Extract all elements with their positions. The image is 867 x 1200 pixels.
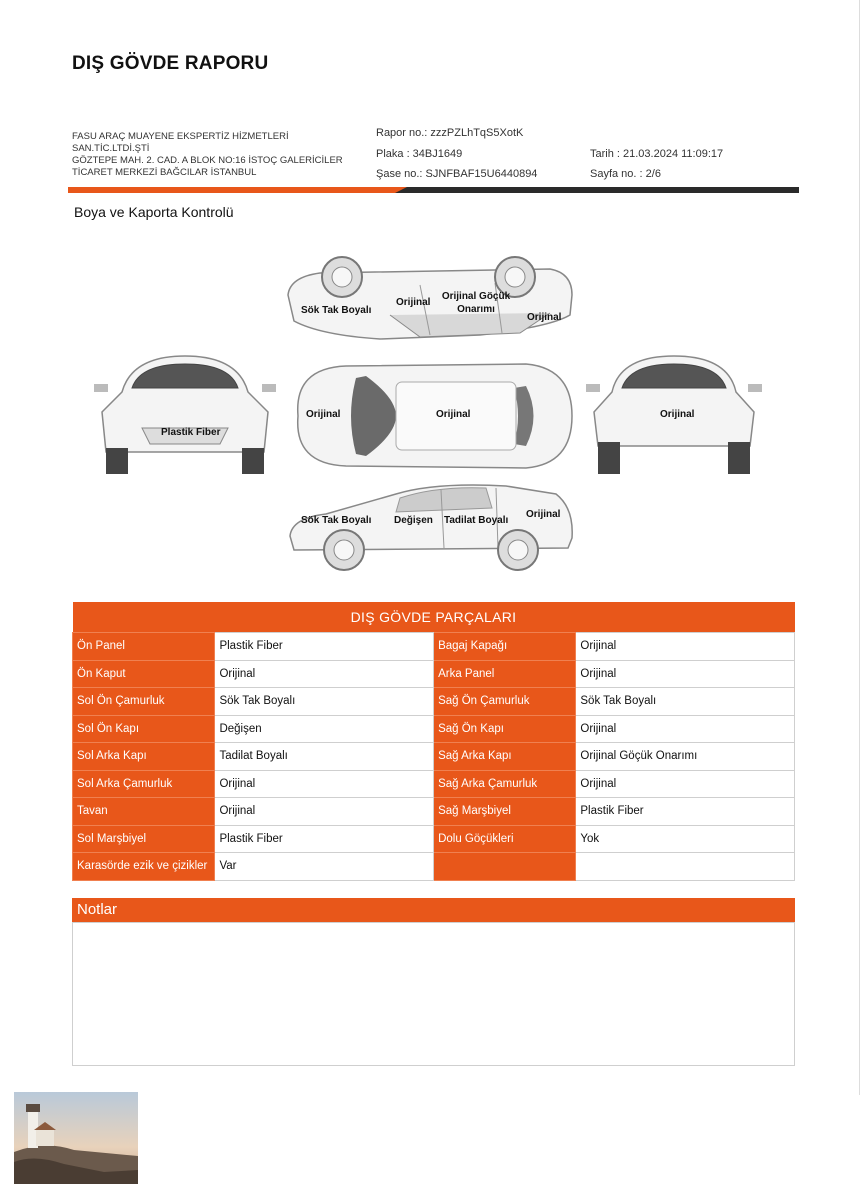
label-right-rear-door: Orijinal Göçük Onarımı xyxy=(441,291,511,315)
part-value: Değişen xyxy=(215,715,434,743)
table-row xyxy=(73,798,795,826)
company-line: TİCARET MERKEZİ BAĞCILAR İSTANBUL xyxy=(72,167,257,178)
plate-number: Plaka : 34BJ1649 xyxy=(376,148,463,160)
part-value: Tadilat Boyalı xyxy=(215,743,434,771)
label-left-front-fender: Sök Tak Boyalı xyxy=(301,515,372,526)
table-row xyxy=(73,688,795,716)
notes-title: Notlar xyxy=(72,898,795,922)
car-front-diagram xyxy=(92,352,278,476)
part-label: Sağ Arka Kapı xyxy=(434,743,576,771)
car-left-side-diagram xyxy=(286,478,576,574)
label-right-front-door: Orijinal xyxy=(396,297,431,308)
part-value: Orijinal xyxy=(576,633,795,661)
part-label: Sol Arka Çamurluk xyxy=(73,770,215,798)
table-row xyxy=(73,633,795,661)
report-title: DIŞ GÖVDE RAPORU xyxy=(72,53,269,74)
part-label: Sol Ön Kapı xyxy=(73,715,215,743)
part-value: Orijinal xyxy=(576,660,795,688)
page-number: Sayfa no. : 2/6 xyxy=(590,168,661,180)
thumbnail-image[interactable] xyxy=(14,1092,138,1184)
part-label: Ön Kaput xyxy=(73,660,215,688)
label-left-front-door: Değişen xyxy=(394,515,433,526)
label-right-front-fender: Sök Tak Boyalı xyxy=(301,305,372,316)
part-label: Sol Marşbiyel xyxy=(73,825,215,853)
table-row xyxy=(73,825,795,853)
part-value xyxy=(576,853,795,881)
company-line: SAN.TİC.LTDİ.ŞTİ xyxy=(72,143,150,154)
part-value: Sök Tak Boyalı xyxy=(576,688,795,716)
table-row xyxy=(73,743,795,771)
part-value: Plastik Fiber xyxy=(576,798,795,826)
report-date: Tarih : 21.03.2024 11:09:17 xyxy=(590,148,724,160)
table-row xyxy=(73,715,795,743)
part-value: Orijinal xyxy=(576,770,795,798)
part-label: Arka Panel xyxy=(434,660,576,688)
label-right-rear-fender: Orijinal xyxy=(527,312,562,323)
label-left-rear-fender: Orijinal xyxy=(526,509,561,520)
part-label: Ön Panel xyxy=(73,633,215,661)
header-dark-bar xyxy=(395,187,799,193)
part-value: Plastik Fiber xyxy=(215,633,434,661)
part-value: Plastik Fiber xyxy=(215,825,434,853)
part-value: Yok xyxy=(576,825,795,853)
parts-table-title: DIŞ GÖVDE PARÇALARI xyxy=(73,602,795,633)
part-label: Karasörde ezik ve çizikler xyxy=(73,853,215,881)
label-rear: Orijinal xyxy=(660,409,695,420)
part-label: Sol Ön Çamurluk xyxy=(73,688,215,716)
notes-box xyxy=(72,922,795,1066)
chassis-number: Şase no.: SJNFBAF15U6440894 xyxy=(376,168,538,180)
table-row xyxy=(73,660,795,688)
part-label xyxy=(434,853,576,881)
part-value: Orijinal xyxy=(576,715,795,743)
part-value: Var xyxy=(215,853,434,881)
part-value: Orijinal xyxy=(215,660,434,688)
company-line: FASU ARAÇ MUAYENE EKSPERTİZ HİZMETLERİ xyxy=(72,131,289,142)
part-label: Sağ Ön Kapı xyxy=(434,715,576,743)
parts-table xyxy=(72,602,795,881)
label-front-bumper: Plastik Fiber xyxy=(161,427,221,438)
part-value: Orijinal xyxy=(215,798,434,826)
part-value: Sök Tak Boyalı xyxy=(215,688,434,716)
report-number: Rapor no.: zzzPZLhTqS5XotK xyxy=(376,127,524,139)
label-roof: Orijinal xyxy=(436,409,471,420)
lighthouse-image xyxy=(14,1092,138,1184)
part-value: Orijinal xyxy=(215,770,434,798)
part-label: Sol Arka Kapı xyxy=(73,743,215,771)
label-hood: Orijinal xyxy=(306,409,341,420)
part-label: Sağ Marşbiyel xyxy=(434,798,576,826)
label-left-rear-door: Tadilat Boyalı xyxy=(444,515,509,526)
company-info xyxy=(72,131,372,179)
table-row xyxy=(73,770,795,798)
table-row xyxy=(73,853,795,881)
company-line: GÖZTEPE MAH. 2. CAD. A BLOK NO:16 İSTOÇ GALERİCİLER xyxy=(72,155,343,166)
part-label: Dolu Göçükleri xyxy=(434,825,576,853)
part-label: Tavan xyxy=(73,798,215,826)
part-label: Bagaj Kapağı xyxy=(434,633,576,661)
section-title: Boya ve Kaporta Kontrolü xyxy=(74,204,234,220)
part-label: Sağ Ön Çamurluk xyxy=(434,688,576,716)
part-label: Sağ Arka Çamurluk xyxy=(434,770,576,798)
part-value: Orijinal Göçük Onarımı xyxy=(576,743,795,771)
